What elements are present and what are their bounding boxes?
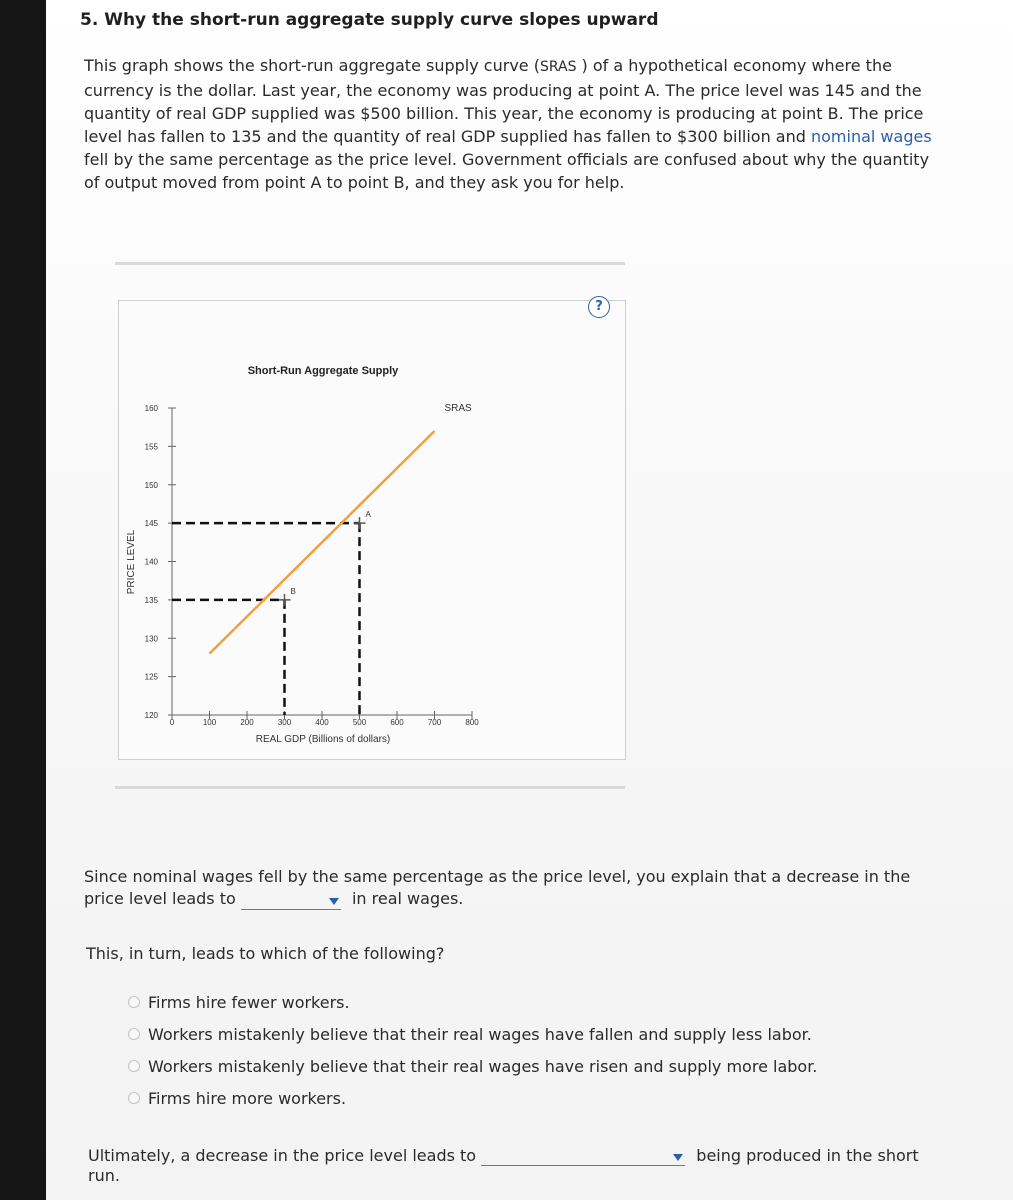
chart-title: Short-Run Aggregate Supply: [247, 365, 399, 377]
radio-button[interactable]: [128, 996, 140, 1008]
dropdown-arrow-icon: [329, 898, 339, 905]
point-label-a: A: [365, 510, 371, 520]
output-dropdown[interactable]: [481, 1147, 685, 1166]
question-1: Since nominal wages fell by the same percentage as the price level, you explain that a decrease in the price level leads to in real wages.: [84, 867, 911, 908]
y-tick-label: 145: [144, 519, 158, 529]
answer-options: [128, 986, 817, 1114]
dropdown-arrow-icon: [673, 1154, 683, 1161]
sras-label: SRAS: [444, 403, 472, 415]
point-label-b: B: [290, 586, 296, 596]
y-tick-label: 125: [144, 672, 158, 682]
option-firms-hire-more[interactable]: Firms hire more workers.: [128, 1082, 817, 1114]
radio-button[interactable]: [128, 1060, 140, 1072]
question-intro: This graph shows the short-run aggregate supply curve (SRAS ) of a hypothetical economy where the currency is the dollar. Last year, the economy was producing at point A. The price level was 145 and the quantity of real GDP supplied was $500 billion. This year, the economy is producing at point B. The price level has fallen to 135 and the quantity of real GDP supplied has fallen to $300 billion and nominal wages fell by the same percentage as the price level. Government officials are confused about why the quantity of output moved from point A to point B, and they ask you for help.: [84, 56, 932, 192]
x-tick-label: 700: [427, 718, 442, 727]
sras-label: SRAS: [539, 59, 577, 75]
radio-button[interactable]: [128, 1028, 140, 1040]
x-tick-label: 0: [169, 718, 175, 727]
option-firms-hire-fewer[interactable]: Firms hire fewer workers.: [128, 986, 817, 1018]
y-tick-label: 135: [144, 595, 158, 605]
y-tick-label: 120: [144, 711, 158, 720]
radio-button[interactable]: [128, 1092, 140, 1104]
real-wages-dropdown[interactable]: [241, 891, 341, 910]
option-workers-believe-fallen[interactable]: Workers mistakenly believe that their real wages have fallen and supply less labor.: [128, 1018, 817, 1050]
question-2-prompt: This, in turn, leads to which of the following?: [86, 944, 445, 963]
y-tick-label: 150: [144, 480, 158, 490]
x-tick-label: 300: [277, 718, 292, 727]
y-tick-label: 130: [144, 634, 158, 644]
question-circle-icon[interactable]: ?: [588, 296, 610, 318]
x-tick-label: 500: [352, 718, 367, 727]
y-tick-label: 155: [144, 442, 158, 452]
y-tick-label: 140: [144, 557, 158, 567]
nominal-wages-link[interactable]: nominal wages: [810, 127, 932, 146]
question-title: 5. Why the short-run aggregate supply curve slopes upward: [80, 10, 659, 30]
x-tick-label: 800: [465, 718, 479, 727]
y-tick-label: 160: [144, 404, 158, 413]
question-3: Ultimately, a decrease in the price level leads to being produced in the short run.: [88, 1146, 919, 1185]
x-tick-label: 400: [315, 718, 329, 727]
x-tick-label: 600: [390, 718, 404, 727]
option-workers-believe-risen[interactable]: Workers mistakenly believe that their real wages have risen and supply more labor.: [128, 1050, 817, 1082]
x-tick-label: 100: [202, 718, 217, 727]
sras-curve: [210, 431, 435, 654]
x-tick-label: 200: [240, 718, 254, 727]
x-axis-label: REAL GDP (Billions of dollars): [255, 734, 391, 745]
y-axis-label: PRICE LEVEL: [126, 529, 137, 595]
